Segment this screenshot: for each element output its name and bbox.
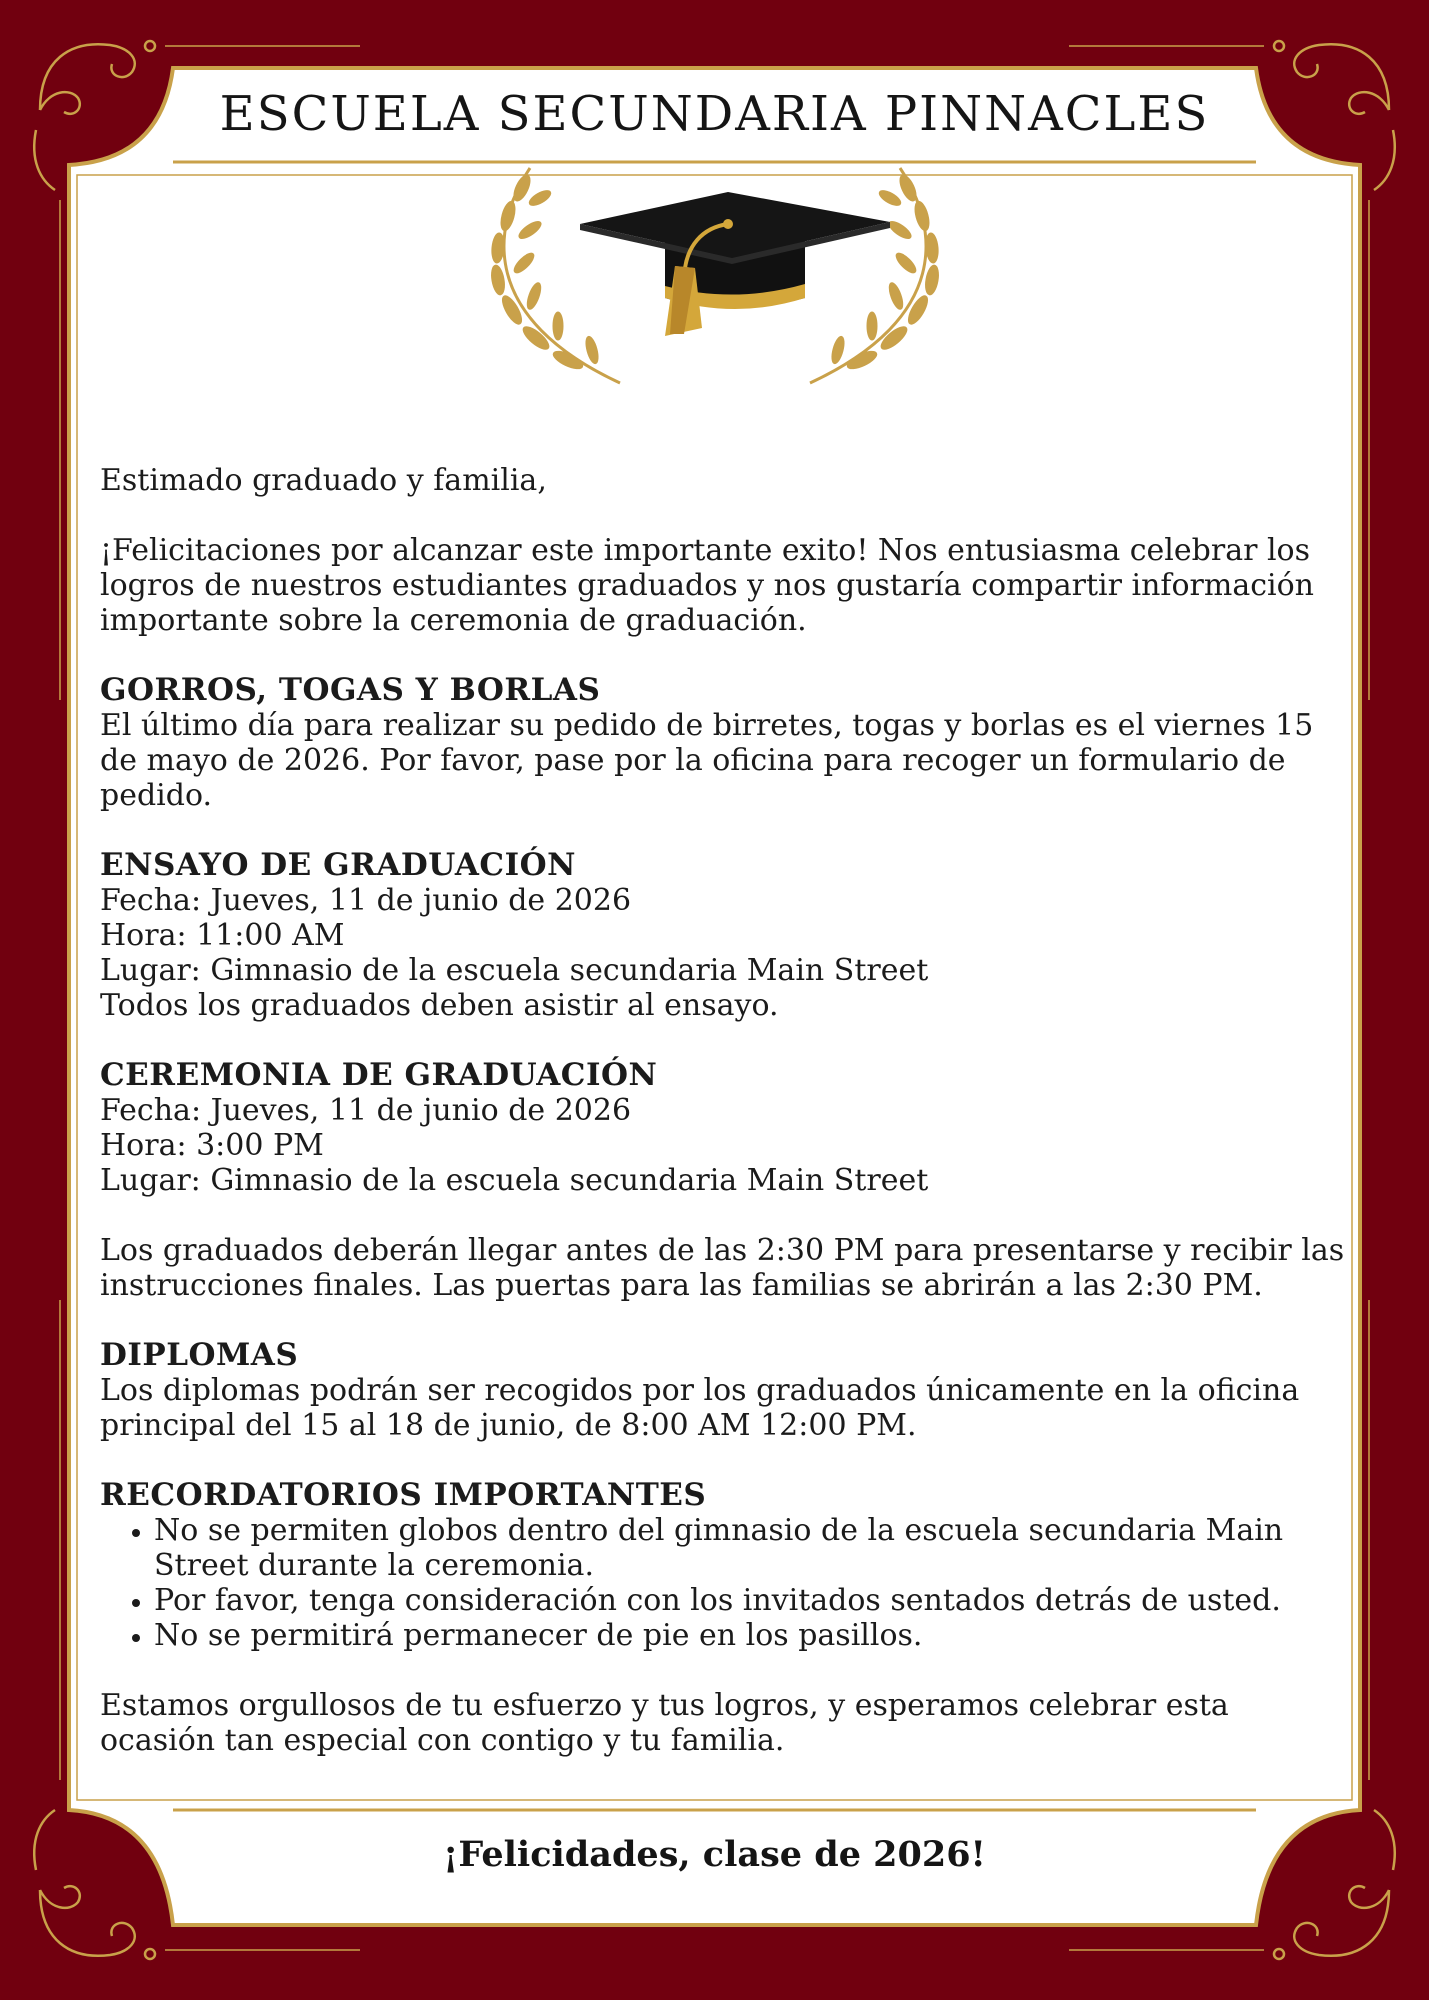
caps-text: El último día para realizar su pedido de birretes, togas y borlas es el viernes 15 de mayo de 2026. Por favor, pase por la oficina para recoger un formulario de pedido. bbox=[100, 708, 1314, 813]
list-item: • Por favor, tenga consideración con los invitados sentados detrás de usted. bbox=[154, 1583, 1350, 1618]
reminders-heading: RECORDATORIOS IMPORTANTES bbox=[100, 1477, 707, 1513]
intro-paragraph: ¡Felicitaciones por alcanzar este importante exito! Nos entusiasma celebrar los logros de nuestros estudiantes graduados y nos gustaría compartir información importante sobre la ceremonia de graduación. bbox=[100, 533, 1315, 638]
caps-heading: GORROS, TOGAS Y BORLAS bbox=[100, 672, 601, 708]
rehearsal-heading: ENSAYO DE GRADUACIÓN bbox=[100, 847, 576, 883]
ceremony-note: Los graduados deberán llegar antes de las 2:30 PM para presentarse y recibir las instrucciones finales. Las puertas para las familias se abrirán a las 2:30 PM. bbox=[100, 1233, 1345, 1303]
reminders-list bbox=[100, 1513, 1350, 1653]
list-item: • No se permiten globos dentro del gimnasio de la escuela secundaria Main Street durante la ceremonia. bbox=[154, 1513, 1350, 1583]
rehearsal-note: Todos los graduados deben asistir al ensayo. bbox=[100, 988, 779, 1023]
ceremony-date: Fecha: Jueves, 11 de junio de 2026 bbox=[100, 1093, 632, 1128]
rehearsal-place: Lugar: Gimnasio de la escuela secundaria Main Street bbox=[100, 953, 929, 988]
diplomas-heading: DIPLOMAS bbox=[100, 1337, 299, 1373]
graduation-cap-icon bbox=[580, 192, 890, 336]
closing-line: ¡Felicidades, clase de 2026! bbox=[443, 1834, 986, 1875]
rehearsal-time: Hora: 11:00 AM bbox=[100, 918, 345, 953]
list-item: • No se permitirá permanecer de pie en los pasillos. bbox=[154, 1618, 1350, 1653]
graduation-cap-emblem bbox=[470, 158, 960, 398]
diplomas-text: Los diplomas podrán ser recogidos por los graduados únicamente en la oficina principal del 15 al 18 de junio, de 8:00 AM 12:00 PM. bbox=[100, 1373, 1300, 1443]
school-title: ESCUELA SECUNDARIA PINNACLES bbox=[219, 86, 1210, 142]
ceremony-time: Hora: 3:00 PM bbox=[100, 1128, 324, 1163]
letter-body bbox=[100, 463, 1350, 1758]
greeting: Estimado graduado y familia, bbox=[100, 463, 547, 498]
ceremony-heading: CEREMONIA DE GRADUACIÓN bbox=[100, 1057, 658, 1093]
rehearsal-date: Fecha: Jueves, 11 de junio de 2026 bbox=[100, 883, 632, 918]
closing-paragraph: Estamos orgullosos de tu esfuerzo y tus logros, y esperamos celebrar esta ocasión tan especial con contigo y tu familia. bbox=[100, 1688, 1229, 1758]
ceremony-place: Lugar: Gimnasio de la escuela secundaria Main Street bbox=[100, 1163, 929, 1198]
